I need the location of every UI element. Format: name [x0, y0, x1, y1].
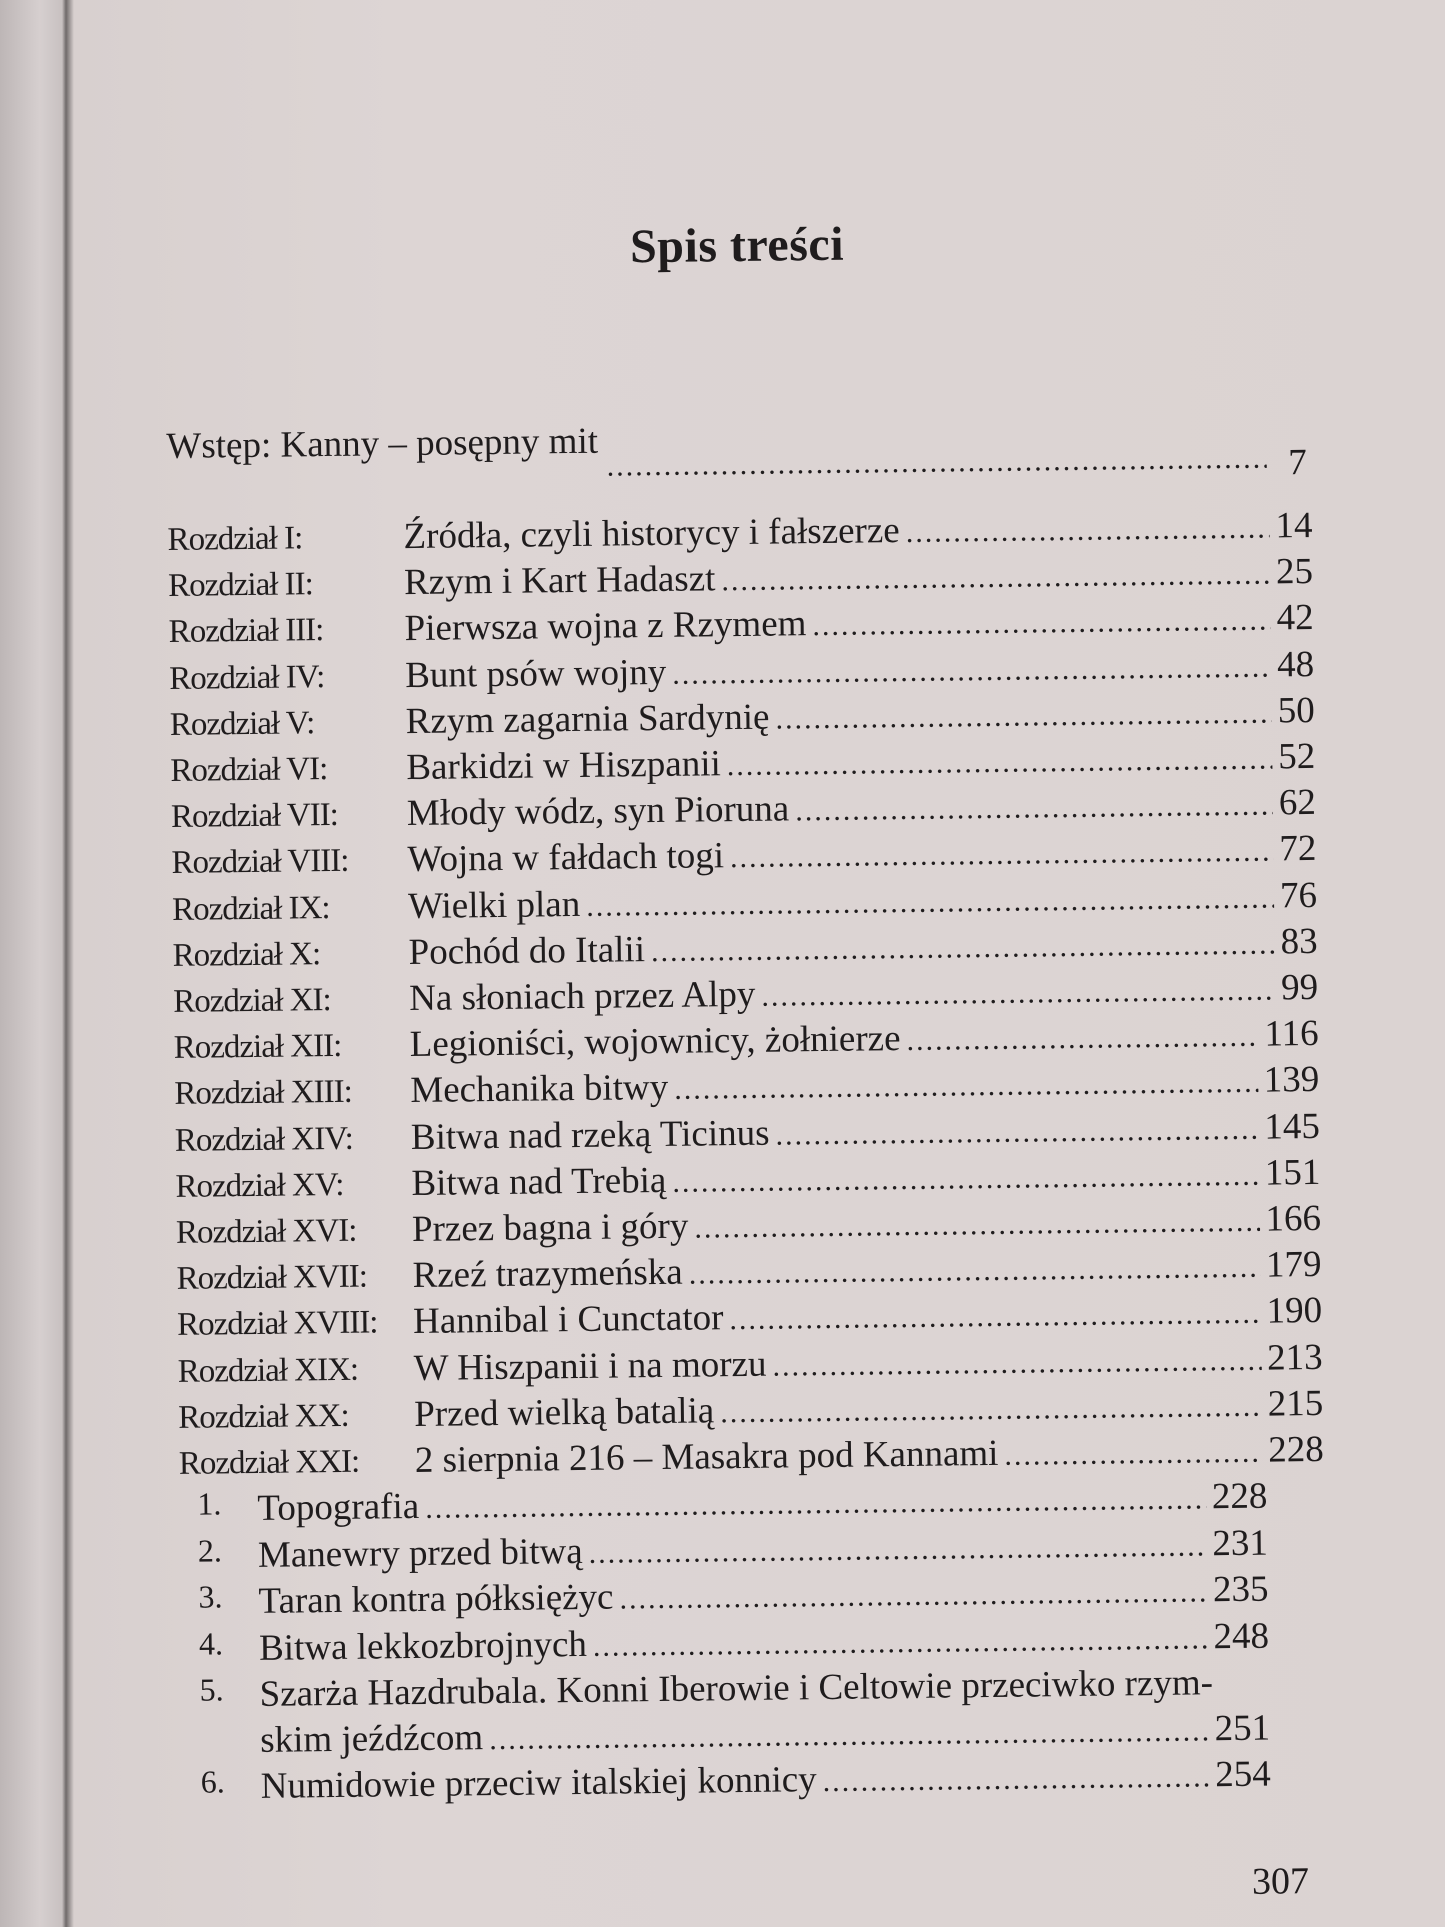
- chapter-title: Hannibal i Cunctator: [412, 1297, 724, 1343]
- chapter-label: Rozdział XVIII:: [176, 1304, 378, 1344]
- chapter-title: Bunt psów wojny: [404, 651, 667, 696]
- dot-leader: [906, 1014, 1259, 1064]
- chapter-page: 48: [1276, 643, 1315, 686]
- chapter-page: 215: [1267, 1382, 1324, 1425]
- chapter-label: Rozdział XXI:: [178, 1443, 360, 1482]
- chapter-title: Rzym zagarnia Sardynię: [405, 696, 770, 742]
- chapter-title: Pochód do Italii: [408, 928, 646, 973]
- chapter-page: 83: [1280, 920, 1318, 963]
- subsection-page: 235: [1212, 1568, 1269, 1611]
- chapter-page: 14: [1275, 504, 1313, 547]
- chapter-label: Rozdział XIV:: [174, 1120, 354, 1159]
- chapter-page: 151: [1264, 1151, 1321, 1194]
- subsection-page: 251: [1214, 1707, 1271, 1750]
- page-title: Spis treści: [629, 217, 845, 274]
- subsection-title: Manewry przed bitwą: [257, 1530, 583, 1576]
- subsection-page: 228: [1211, 1475, 1268, 1518]
- chapter-page: 145: [1264, 1105, 1321, 1148]
- chapter-title: Legioniści, wojownicy, żołnierze: [409, 1018, 901, 1066]
- chapter-title: Wojna w fałdach togi: [407, 835, 725, 881]
- dot-leader: [795, 783, 1273, 835]
- chapter-label: Rozdział IV:: [169, 658, 325, 697]
- dot-leader: [822, 1755, 1209, 1806]
- subsection-page: 248: [1213, 1615, 1270, 1657]
- chapter-label: Rozdział X:: [172, 935, 321, 974]
- page-number: 307: [1251, 1860, 1310, 1903]
- chapter-page: 62: [1278, 782, 1317, 824]
- chapter-label: Rozdział V:: [169, 704, 315, 743]
- chapter-title: Bitwa nad Trebią: [411, 1159, 667, 1204]
- chapter-page: 139: [1263, 1059, 1320, 1102]
- chapter-page: 213: [1266, 1336, 1323, 1379]
- chapter-label: Rozdział XIII:: [174, 1074, 353, 1113]
- chapter-title: Na słoniach przez Alpy: [408, 973, 756, 1020]
- chapter-title: Wielki plan: [407, 883, 581, 927]
- dot-leader: [905, 506, 1269, 556]
- subsection-title: Taran kontra półksiężyc: [258, 1576, 614, 1623]
- chapter-label: Rozdział XI:: [172, 982, 331, 1020]
- subsection-title: Numidowie przeciw italskiej konnicy: [260, 1759, 817, 1808]
- subsection-title-line2: skim jeźdźcom: [259, 1717, 484, 1762]
- chapter-title: Przez bagna i góry: [411, 1205, 689, 1251]
- subsection-number: 4.: [198, 1625, 224, 1662]
- chapter-label: Rozdział XV:: [175, 1166, 344, 1205]
- subsection-number: 2.: [197, 1532, 223, 1569]
- chapter-label: Rozdział II:: [167, 566, 314, 605]
- subsection-number: 1.: [197, 1485, 222, 1522]
- dot-leader: [606, 442, 1266, 484]
- subsection-number: 5.: [199, 1671, 224, 1708]
- chapter-label: Rozdział I:: [167, 520, 303, 558]
- chapter-page: 72: [1279, 828, 1317, 870]
- subsection-number: 3.: [198, 1578, 223, 1615]
- chapter-page: 50: [1277, 689, 1315, 732]
- chapter-title: Pierwsza wojna z Rzymem: [404, 603, 807, 650]
- chapter-page: 25: [1275, 551, 1314, 593]
- chapter-title: Młody wódz, syn Pioruna: [406, 788, 790, 835]
- chapter-label: Rozdział XVI:: [175, 1212, 357, 1251]
- chapter-page: 228: [1268, 1428, 1325, 1471]
- chapter-title: Rzeź trazymeńska: [412, 1251, 683, 1297]
- chapter-page: 166: [1265, 1197, 1322, 1240]
- chapter-label: Rozdział VII:: [170, 797, 339, 836]
- chapter-label: Rozdział XVII:: [176, 1258, 368, 1298]
- chapter-label: Rozdział III:: [168, 612, 324, 651]
- subsection-title: Bitwa lekkozbrojnych: [258, 1623, 588, 1669]
- subsection-title: Topografia: [257, 1486, 420, 1530]
- subsection-page: 254: [1214, 1753, 1271, 1796]
- chapter-label: Rozdział IX:: [171, 889, 330, 928]
- chapter-title: Barkidzi w Hiszpanii: [406, 743, 722, 789]
- chapter-page: 99: [1280, 966, 1319, 1009]
- toc-intro-entry: [166, 411, 1307, 495]
- chapter-label: Rozdział XIX:: [177, 1351, 359, 1390]
- chapter-page: 179: [1265, 1244, 1322, 1286]
- chapter-label: Rozdział XX:: [178, 1397, 349, 1436]
- toc-subsection-entry: [199, 1660, 1270, 1765]
- chapter-title: W Hiszpanii i na morzu: [413, 1343, 767, 1389]
- dot-leader: [812, 598, 1271, 650]
- subsection-page: 231: [1212, 1522, 1269, 1564]
- chapter-label: Rozdział VI:: [170, 751, 328, 789]
- chapter-page: 42: [1276, 597, 1314, 639]
- dot-leader: [1004, 1430, 1262, 1479]
- chapter-title: Bitwa nad rzeką Ticinus: [410, 1112, 770, 1158]
- chapter-label: Rozdział VIII:: [171, 843, 349, 882]
- chapter-title: 2 sierpnia 216 – Masakra pod Kannami: [414, 1432, 999, 1482]
- subsection-title-line1: Szarża Hazdrubala. Konni Iberowie i Celtowie przeciwko rzym-: [259, 1662, 1214, 1716]
- chapter-title: Przed wielką batalią: [414, 1390, 715, 1435]
- chapter-page: 76: [1279, 874, 1318, 916]
- chapter-title: Rzym i Kart Hadaszt: [403, 558, 716, 604]
- chapter-title: Mechanika bitwy: [410, 1067, 669, 1112]
- intro-page: 7: [1287, 442, 1307, 484]
- subsection-number: 6.: [200, 1763, 225, 1800]
- chapter-page: 116: [1264, 1013, 1319, 1055]
- chapter-label: Rozdział XII:: [173, 1028, 342, 1067]
- chapter-page: 52: [1278, 735, 1316, 778]
- intro-label: Wstęp: Kanny – posępny mit: [166, 420, 599, 467]
- chapter-page: 190: [1266, 1290, 1323, 1332]
- chapter-title: Źródła, czyli historycy i fałszerze: [403, 510, 900, 558]
